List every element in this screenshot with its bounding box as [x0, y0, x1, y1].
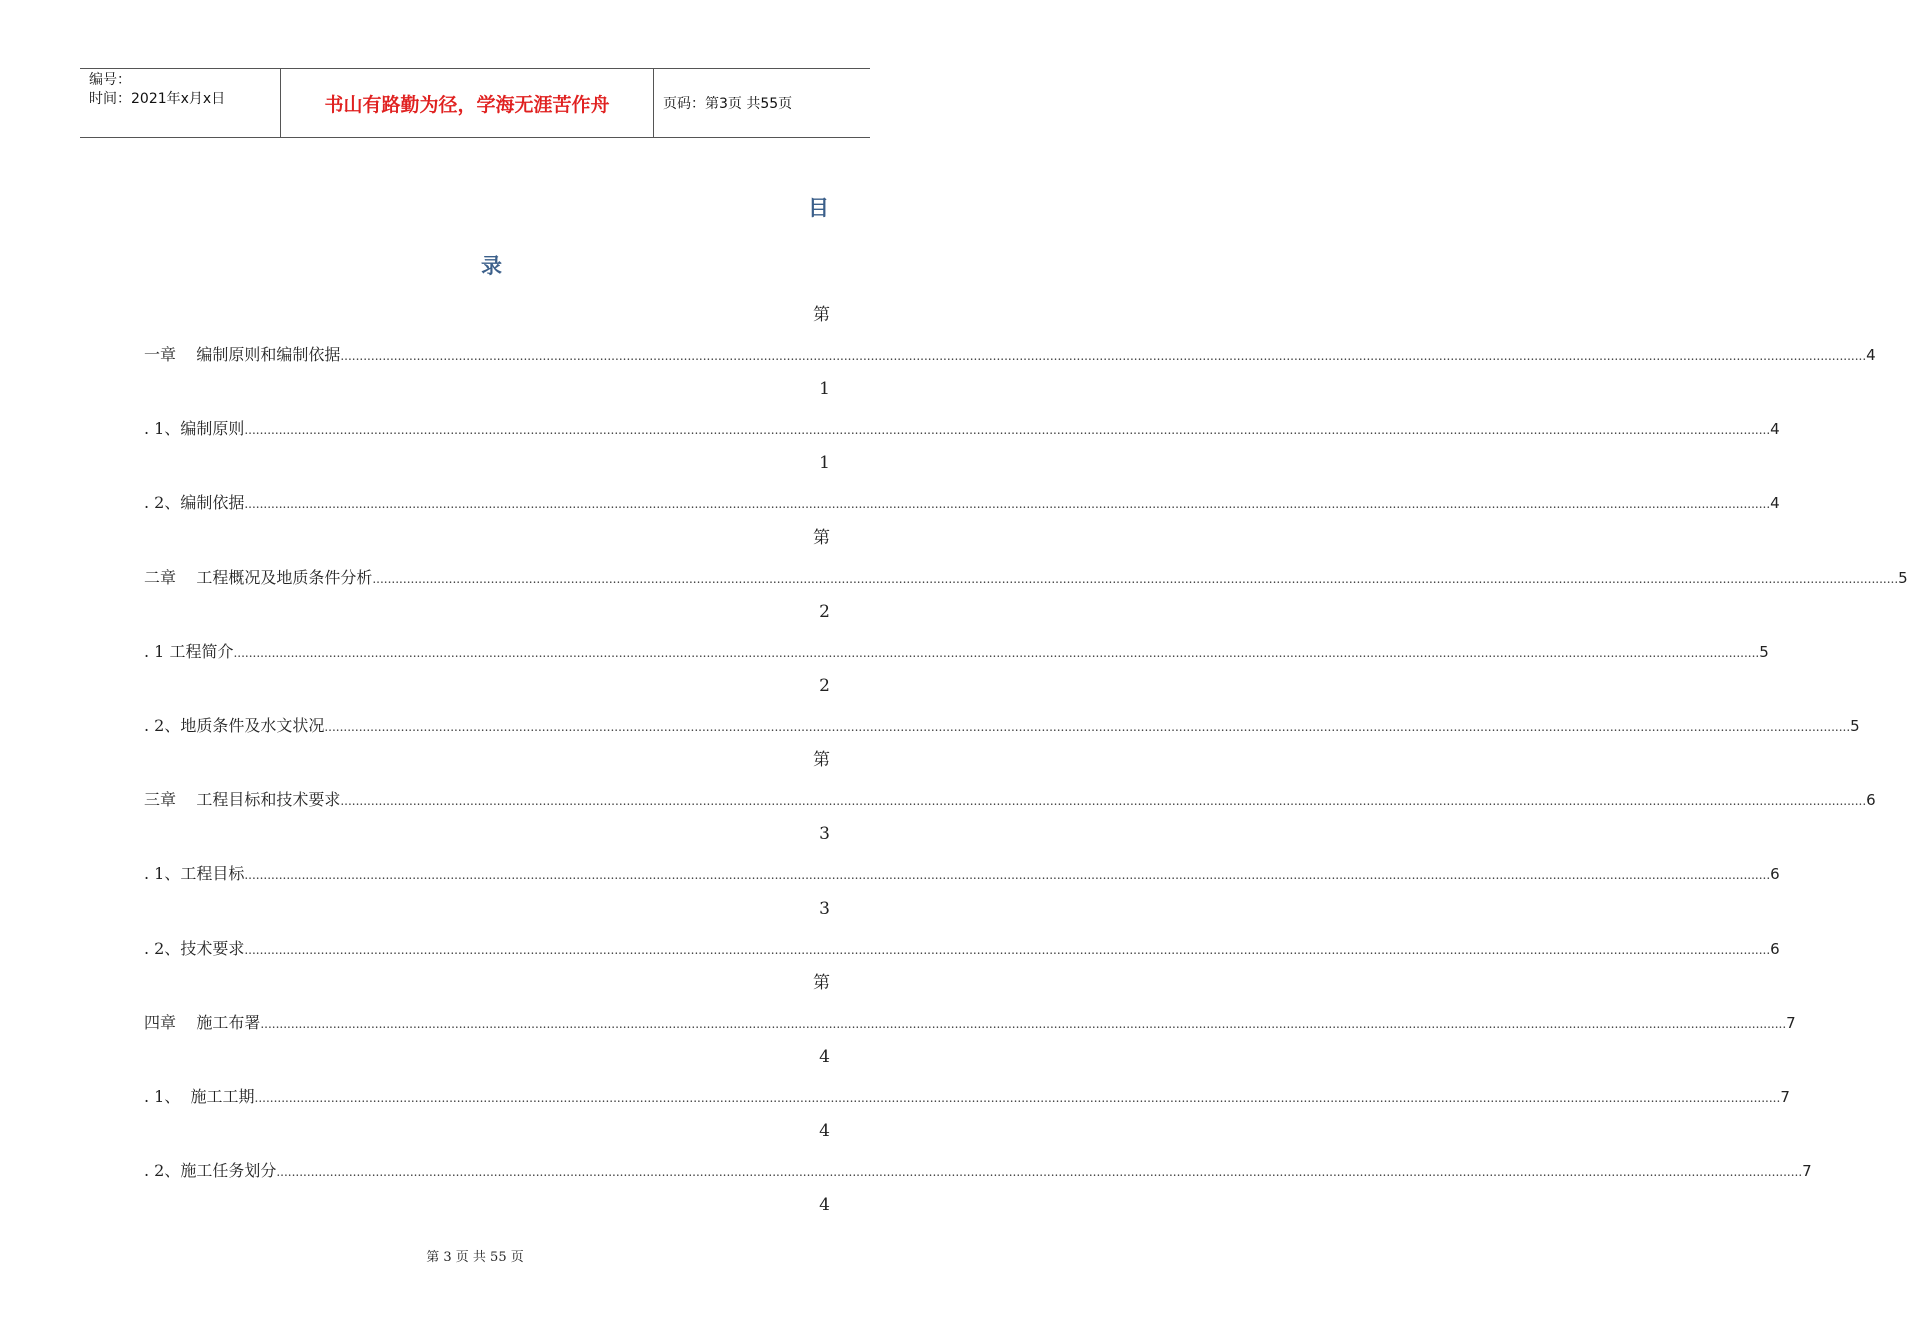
toc-entry-page: 4: [1866, 346, 1876, 364]
toc-entry-label: . 1、编制原则: [144, 419, 245, 439]
toc-leader-dots: ................................................................................................................................................................................................................................................................................................................................................................................................................: [244, 942, 1771, 957]
toc-entry-label: 二章 工程概况及地质条件分析: [144, 567, 373, 587]
toc-entry-label: . 1、工程目标: [144, 864, 245, 884]
toc-title-char-2: 录: [481, 254, 502, 278]
toc-entry-label: 四章 施工布署: [144, 1012, 261, 1032]
toc-entry-label: 一章 编制原则和编制依据: [144, 345, 341, 364]
toc-entry-page: 5: [1898, 568, 1908, 587]
toc-entry[interactable]: [144, 711, 1860, 737]
toc-aux-line: 1: [819, 453, 830, 474]
toc-leader-dots: ................................................................................................................................................................................................................................................................................................................................................................................................................: [260, 1016, 1787, 1031]
toc-aux-line: 3: [819, 824, 830, 845]
toc-aux-line: 第: [813, 972, 830, 993]
toc-entry-label: . 2、地质条件及水文状况: [144, 716, 325, 735]
toc-leader-dots: ................................................................................................................................................................................................................................................................................................................................................................................................................: [372, 571, 1899, 586]
toc-entry-label: 三章 工程目标和技术要求: [144, 790, 341, 810]
toc-entry-page: 4: [1770, 420, 1780, 439]
toc-entry-label: . 2、编制依据: [144, 493, 245, 513]
toc-leader-dots: ................................................................................................................................................................................................................................................................................................................................................................................................................: [254, 1091, 1781, 1105]
toc-entry-page: 7: [1802, 1162, 1812, 1181]
toc-aux-line: 2: [819, 676, 830, 696]
toc-entry-page: 6: [1770, 939, 1780, 958]
toc-aux-line: 4: [819, 1047, 830, 1067]
toc-title-char-1: 目: [808, 196, 829, 220]
page-footer: 第 3 页 共 55 页: [426, 1250, 524, 1265]
toc-entry-page: 6: [1866, 791, 1876, 810]
toc-aux-line: 第: [813, 527, 830, 548]
toc-entry[interactable]: [144, 563, 1908, 589]
toc-entry-page: 4: [1770, 494, 1780, 513]
toc-entry[interactable]: [144, 1082, 1790, 1108]
toc-leader-dots: ................................................................................................................................................................................................................................................................................................................................................................................................................: [340, 794, 1867, 809]
header-page-info: 页码：第3页 共55页: [663, 96, 793, 112]
toc-aux-line: 1: [819, 379, 830, 400]
header-motto: 书山有路勤为径，学海无涯苦作舟: [281, 69, 654, 137]
toc-leader-dots: ................................................................................................................................................................................................................................................................................................................................................................................................................: [244, 868, 1771, 883]
number-label: 编号：: [89, 72, 131, 88]
header-meta: [80, 69, 281, 137]
toc-entry-page: 5: [1759, 642, 1769, 661]
toc-leader-dots: ................................................................................................................................................................................................................................................................................................................................................................................................................: [324, 720, 1851, 734]
toc-aux-line: 3: [819, 898, 830, 919]
toc-entry-page: 6: [1770, 865, 1780, 884]
toc-aux-line: 4: [819, 1121, 830, 1142]
toc-entry-label: . 1、 施工工期: [144, 1087, 255, 1106]
toc-entry-page: 5: [1850, 717, 1860, 735]
toc-aux-line: 4: [819, 1195, 830, 1216]
toc-entry-label: . 2、施工任务划分: [144, 1161, 277, 1181]
toc-leader-dots: ................................................................................................................................................................................................................................................................................................................................................................................................................: [244, 497, 1771, 512]
toc-entry-label: . 2、技术要求: [144, 938, 245, 958]
toc-entry[interactable]: [144, 488, 1780, 514]
toc-leader-dots: ................................................................................................................................................................................................................................................................................................................................................................................................................: [244, 423, 1771, 438]
toc-entry[interactable]: [144, 414, 1780, 440]
toc-entry[interactable]: [144, 340, 1876, 366]
toc-entry[interactable]: [144, 1156, 1812, 1182]
toc-entry[interactable]: [144, 637, 1769, 663]
toc-aux-line: 第: [813, 305, 830, 325]
toc-leader-dots: ................................................................................................................................................................................................................................................................................................................................................................................................................: [276, 1165, 1803, 1180]
toc-entry[interactable]: [144, 785, 1876, 811]
toc-entry-page: 7: [1786, 1013, 1796, 1032]
toc-entry[interactable]: [144, 859, 1780, 885]
toc-leader-dots: ................................................................................................................................................................................................................................................................................................................................................................................................................: [340, 349, 1867, 363]
toc-entry-page: 7: [1780, 1088, 1790, 1106]
toc-entry-label: . 1 工程简介: [144, 641, 234, 661]
toc-aux-line: 第: [813, 750, 830, 771]
toc-entry[interactable]: [144, 1008, 1796, 1034]
toc-entry[interactable]: [144, 934, 1780, 960]
toc-aux-line: 2: [819, 601, 830, 622]
toc-leader-dots: ................................................................................................................................................................................................................................................................................................................................................................................................................: [233, 645, 1760, 660]
time-label: 时间：2021年x月x日: [89, 91, 226, 107]
page-header: [80, 68, 870, 138]
